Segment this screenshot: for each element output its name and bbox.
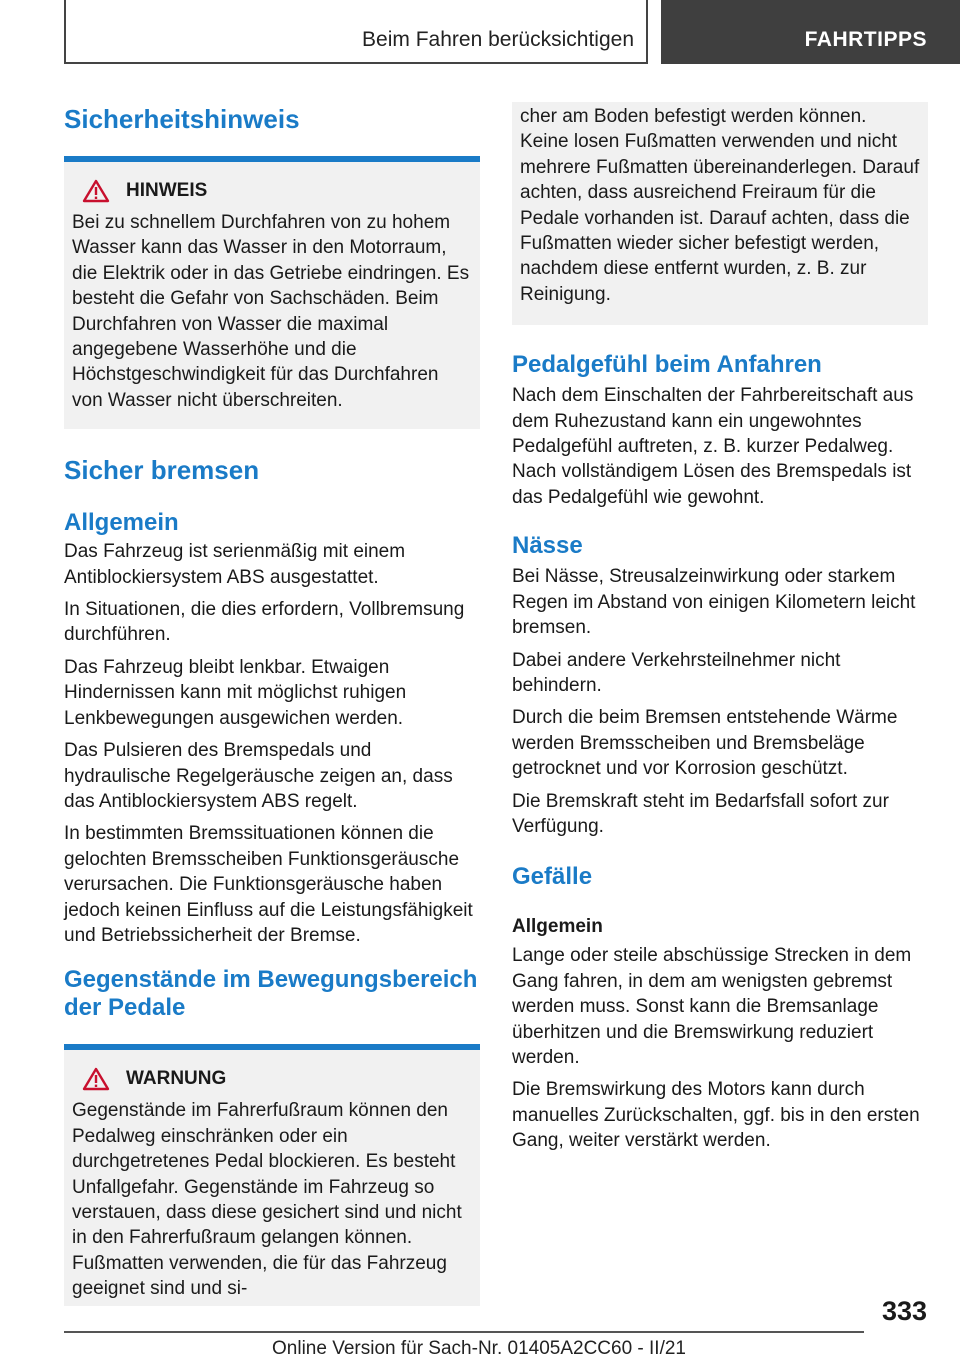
warnung-text: Gegenstände im Fahrerfußraum können den Pedalweg einschränken oder ein durchgetretenes Pedal blockieren. Es besteht Unfallgefahr. Gegenstände im Fahrzeug so verstauen, dass diese gesichert sind und nicht in den Fahrerfußraum gelangen können. Fußmatten verwenden, die für das Fahrzeug geeignet sind und si-	[72, 1100, 462, 1300]
paragraph: Das Fahrzeug bleibt lenkbar. Etwaigen Hindernissen kann mit möglichst ruhigen Lenkbewegungen ausgewichen werden.	[64, 656, 407, 729]
warning-triangle-icon	[82, 179, 110, 203]
paragraph: Nach dem Einschalten der Fahrbereitschaft aus dem Ruhezustand kann ein ungewohntes Pedalgefühl auftreten, z. B. kurzer Pedalweg. Nach vollständigem Lösen des Bremspedals ist das Pedalgefühl wie gewohnt.	[512, 385, 914, 508]
paragraph: Die Bremswirkung des Motors kann durch manuelles Zurückschalten, ggf. bis in den ersten Gang, weiter verstärkt werden.	[512, 1079, 920, 1152]
left-column	[64, 100, 480, 1306]
header-frame	[64, 0, 648, 64]
heading-gegenstaende-pedale: Gegenstände im Bewegungsbereich der Pedale	[64, 966, 478, 1022]
paragraph: Die Bremskraft steht im Bedarfsfall sofort zur Verfügung.	[512, 790, 889, 837]
heading-sicherheitshinweis: Sicherheitshinweis	[64, 104, 300, 134]
paragraph: Das Pulsieren des Bremspedals und hydraulische Regelgeräusche zeigen an, dass das Antiblockiersystem ABS regelt.	[64, 740, 453, 812]
chapter-tab: FAHRTIPPS	[661, 0, 960, 64]
paragraph: Das Fahrzeug ist serienmäßig mit einem Antiblockiersystem ABS ausgestattet.	[64, 541, 406, 588]
warnung-label: WARNUNG	[126, 1068, 227, 1090]
hinweis-label: HINWEIS	[126, 180, 208, 201]
heading-gefaelle: Gefälle	[512, 863, 593, 891]
section-title: Beim Fahren berücksichtigen	[362, 28, 634, 51]
hinweis-title	[82, 178, 472, 204]
hinweis-box	[64, 162, 480, 429]
warnung-title	[82, 1066, 472, 1092]
heading-naesse: Nässe	[512, 532, 583, 560]
warnung-text-continued: cher am Boden befestigt werden können. Keine losen Fußmatten verwenden und nicht mehrere Fußmatten übereinanderlegen. Darauf achten, dass ausreichend Freiraum für die Pedale vorhanden ist. Darauf achten, dass die Fußmatten wieder sicher befestigt werden, nachdem diese entfernt wurden, z. B. zur Reinigung.	[520, 106, 920, 305]
paragraph: In Situationen, die dies erfordern, Vollbremsung durchführen.	[64, 599, 465, 646]
heading-sicher-bremsen: Sicher bremsen	[64, 455, 260, 486]
paragraph: Bei Nässe, Streusalzeinwirkung oder starkem Regen im Abstand von einigen Kilometern leicht bremsen.	[512, 566, 916, 639]
warnung-box	[64, 1050, 480, 1305]
page-number: 333	[881, 1296, 927, 1326]
hinweis-text: Bei zu schnellem Durchfahren von zu hohem Wasser kann das Wasser in den Motorraum, die Elektrik oder in das Getriebe eindringen. Es besteht die Gefahr von Sachschäden. Beim Durchfahren von Wasser die maximal angegebene Wasserhöhe und die Höchstgeschwindigkeit für das Durchfahren von Wasser nicht überschreiten.	[72, 212, 470, 411]
warning-triangle-icon	[82, 1067, 110, 1091]
footer-rule	[64, 1331, 864, 1333]
subheading-allgemein: Allgemein	[512, 916, 603, 938]
paragraph: Durch die beim Bremsen entstehende Wärme werden Bremsscheiben und Bremsbeläge getrocknet und vor Korrosion geschützt.	[512, 707, 898, 780]
right-column	[512, 102, 928, 1161]
warnung-box-continued	[512, 102, 928, 325]
paragraph: In bestimmten Bremssituationen können die gelochten Bremsscheiben Funktionsgeräusche verursachen. Die Funktionsgeräusche haben jedoch keinen Einfluss auf die Leistungsfähigkeit und Betriebssicherheit der Bremse.	[64, 823, 473, 946]
heading-allgemein: Allgemein	[64, 509, 179, 537]
heading-pedalgefuehl: Pedalgefühl beim Anfahren	[512, 351, 822, 379]
paragraph: Dabei andere Verkehrsteilnehmer nicht behindern.	[512, 649, 841, 696]
paragraph: Lange oder steile abschüssige Strecken in dem Gang fahren, in dem am wenigsten gebremst werden muss. Sonst kann die Bremsanlage überhitzen und die Bremswirkung reduziert werden.	[512, 945, 912, 1068]
footer-version: Online Version für Sach-Nr. 01405A2CC60 - II/21	[272, 1338, 687, 1359]
